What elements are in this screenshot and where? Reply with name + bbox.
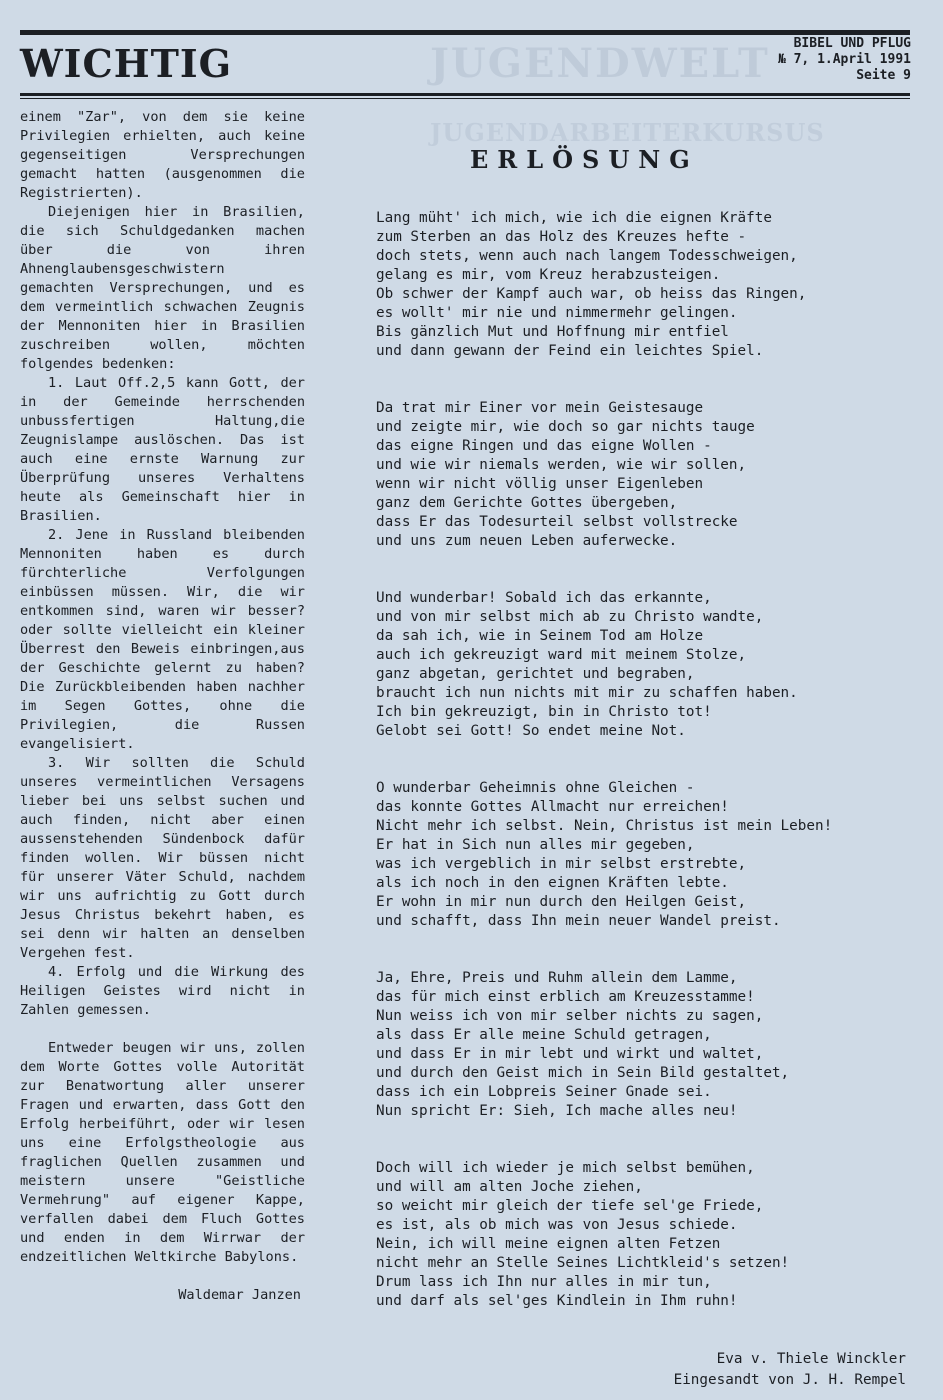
poem-line: Ja, Ehre, Preis und Ruhm allein dem Lamme, bbox=[376, 970, 738, 986]
poem-line: wenn wir nicht völlig unser Eigenleben bbox=[376, 476, 704, 492]
publication-name: BIBEL UND PFLUG bbox=[793, 36, 911, 51]
paragraph: 3. Wir sollten die Schuld unseres vermeintlichen Versagens lieber bei uns selbst suchen und auch finden, nicht aber einen aussenstehenden Sündenbock dafür finden wollen. Wir büssen nicht für unserer Väter Schuld, nachdem wir uns aufrichtig zu Gott durch Jesus Christus bekehrt haben, es sei denn wir halten an denselben Vergehen fest. bbox=[20, 755, 305, 961]
poem-line: so weicht mir gleich der tiefe sel'ge Friede, bbox=[376, 1198, 764, 1214]
poem-line: nicht mehr an Stelle Seines Lichtkleid's setzen! bbox=[376, 1255, 790, 1271]
poem-line: Bis gänzlich Mut und Hoffnung mir entfiel bbox=[376, 324, 729, 340]
poem-signature bbox=[376, 1349, 916, 1391]
poem-line: braucht ich nun nichts mit mir zu schaffen haben. bbox=[376, 685, 798, 701]
paragraph: Entweder beugen wir uns, zollen dem Worte Gottes volle Autorität zur Benatwortung aller unserer Fragen und erwarten, dass Gott den Erfolg herbeiführt, oder wir lesen uns eine Erfolgstheologie aus fraglichen Quellen zusammen und meistern unsere "Geistliche Vermehrung" auf eigener Kappe, verfallen dabei dem Fluch Gottes und enden in dem Wirrwar der endzeitlichen Weltkirche Babylons. bbox=[20, 1040, 305, 1265]
paragraph: 4. Erfolg und die Wirkung des Heiligen Geistes wird nicht in Zahlen gemessen. bbox=[20, 964, 305, 1018]
poem-line: dass ich ein Lobpreis Seiner Gnade sei. bbox=[376, 1084, 712, 1100]
poem-line: ganz dem Gerichte Gottes übergeben, bbox=[376, 495, 678, 511]
poem-line: zum Sterben an das Holz des Kreuzes hefte - bbox=[376, 229, 747, 245]
poem-line: gelang es mir, vom Kreuz herabzusteigen. bbox=[376, 267, 721, 283]
paragraph: 1. Laut Off.2,5 kann Gott, der in der Gemeinde herrschenden unbussfertigen Haltung,die Zeugnislampe auslöschen. Das ist auch eine ernste Warnung zur Überprüfung unseres Verhaltens heute als Gemeinschaft hier in Brasilien. bbox=[20, 375, 305, 524]
poem-line: doch stets, wenn auch nach langem Todesschweigen, bbox=[376, 248, 798, 264]
poem-stanza bbox=[376, 589, 916, 741]
poem-stanzas bbox=[376, 209, 916, 1311]
header-bottom-rule bbox=[20, 93, 910, 96]
poem-stanza bbox=[376, 969, 916, 1121]
poem-line: und von mir selbst mich ab zu Christo wandte, bbox=[376, 609, 764, 625]
poem-line: Ich bin gekreuzigt, bin in Christo tot! bbox=[376, 704, 712, 720]
poem-title: ERLÖSUNG bbox=[470, 145, 699, 174]
bleed-through-ghost: JUGENDWELT bbox=[430, 40, 770, 87]
article-author: Waldemar Janzen bbox=[178, 1287, 301, 1303]
header-bottom-thin-rule bbox=[20, 98, 910, 99]
bleed-through-ghost-subtitle: JUGENDARBEITERKURSUS bbox=[430, 118, 825, 147]
issue-info bbox=[778, 36, 911, 84]
poem-line: als ich noch in den eignen Kräften lebte. bbox=[376, 875, 729, 891]
poem-line: Ob schwer der Kampf auch war, ob heiss das Ringen, bbox=[376, 286, 807, 302]
poem-line: und will am alten Joche ziehen, bbox=[376, 1179, 643, 1195]
poem-line: Da trat mir Einer vor mein Geistesauge bbox=[376, 400, 704, 416]
poem-line: und zeigte mir, wie doch so gar nichts tauge bbox=[376, 419, 755, 435]
poem-line: Er hat in Sich nun alles mir gegeben, bbox=[376, 837, 695, 853]
poem-line: und wie wir niemals werden, wie wir sollen, bbox=[376, 457, 747, 473]
poem-line: und uns zum neuen Leben auferwecke. bbox=[376, 533, 678, 549]
poem-stanza bbox=[376, 209, 916, 361]
poem-line: als dass Er alle meine Schuld getragen, bbox=[376, 1027, 712, 1043]
paragraph: 2. Jene in Russland bleibenden Mennoniten haben es durch fürchterliche Verfolgungen einbüssen müssen. Wir, die wir entkommen sind, waren wir besser? oder sollte vielleicht ein kleiner Überrest den Beweis einbringen,aus der Geschichte gelernt zu haben? Die Zurückbleibenden haben nachher im Segen Gottes, ohne die Privilegien, die Russen evangelisiert. bbox=[20, 527, 305, 752]
poem-line: Nicht mehr ich selbst. Nein, Christus ist mein Leben! bbox=[376, 818, 833, 834]
poem-line: da sah ich, wie in Seinem Tod am Holze bbox=[376, 628, 704, 644]
poem-column bbox=[376, 145, 916, 1391]
poem-line: Gelobt sei Gott! So endet meine Not. bbox=[376, 723, 686, 739]
page-number: Seite 9 bbox=[856, 68, 911, 83]
poem-line: Nun spricht Er: Sieh, Ich mache alles neu! bbox=[376, 1103, 738, 1119]
submitted-by: Eingesandt von J. H. Rempel bbox=[673, 1372, 906, 1388]
issue-number: № 7, 1.April 1991 bbox=[777, 52, 911, 67]
poem-stanza bbox=[376, 399, 916, 551]
poem-line: das eigne Ringen und das eigne Wollen - bbox=[376, 438, 712, 454]
poem-stanza bbox=[376, 779, 916, 931]
poem-line: Er wohn in mir nun durch den Heilgen Geist, bbox=[376, 894, 747, 910]
poem-line: Nein, ich will meine eignen alten Fetzen bbox=[376, 1236, 721, 1252]
poem-line: das für mich einst erblich am Kreuzesstamme! bbox=[376, 989, 755, 1005]
poem-line: und darf als sel'ges Kindlein in Ihm ruhn! bbox=[376, 1293, 738, 1309]
poem-line: ganz abgetan, gerichtet und begraben, bbox=[376, 666, 695, 682]
poem-line: Nun weiss ich von mir selber nichts zu sagen, bbox=[376, 1008, 764, 1024]
poem-line: auch ich gekreuzigt ward mit meinem Stolze, bbox=[376, 647, 747, 663]
header-top-rule bbox=[20, 30, 910, 35]
poem-line: und dann gewann der Feind ein leichtes Spiel. bbox=[376, 343, 764, 359]
poem-line: es ist, als ob mich was von Jesus schiede. bbox=[376, 1217, 738, 1233]
poem-line: Drum lass ich Ihn nur alles in mir tun, bbox=[376, 1274, 712, 1290]
left-article-column bbox=[20, 108, 305, 1305]
poem-line: Und wunderbar! Sobald ich das erkannte, bbox=[376, 590, 712, 606]
poem-author: Eva v. Thiele Winckler bbox=[716, 1351, 906, 1367]
poem-line: das konnte Gottes Allmacht nur erreichen! bbox=[376, 799, 729, 815]
poem-line: und durch den Geist mich in Sein Bild gestaltet, bbox=[376, 1065, 790, 1081]
poem-line: was ich vergeblich in mir selbst erstrebte, bbox=[376, 856, 747, 872]
poem-line: und schafft, dass Ihn mein neuer Wandel preist. bbox=[376, 913, 781, 929]
poem-line: Doch will ich wieder je mich selbst bemühen, bbox=[376, 1160, 755, 1176]
poem-line: O wunderbar Geheimnis ohne Gleichen - bbox=[376, 780, 695, 796]
poem-line: Lang müht' ich mich, wie ich die eignen Kräfte bbox=[376, 210, 772, 226]
poem-line: dass Er das Todesurteil selbst vollstrecke bbox=[376, 514, 738, 530]
poem-stanza bbox=[376, 1159, 916, 1311]
poem-line: und dass Er in mir lebt und wirkt und waltet, bbox=[376, 1046, 764, 1062]
paragraph: einem "Zar", von dem sie keine Privilegien erhielten, auch keine gegenseitigen Versprechungen gemacht hatten (ausgenommen die Registrierten). bbox=[20, 109, 305, 201]
paragraph: Diejenigen hier in Brasilien, die sich Schuldgedanken machen über die von ihren Ahnenglaubensgeschwistern gemachten Versprechungen, und es dem vermeintlich schwachen Zeugnis der Mennoniten hier in Brasilien zuschreiben wollen, möchten folgendes bedenken: bbox=[20, 204, 305, 372]
masthead-title: WICHTIG bbox=[20, 41, 233, 86]
poem-line: es wollt' mir nie und nimmermehr gelingen. bbox=[376, 305, 738, 321]
